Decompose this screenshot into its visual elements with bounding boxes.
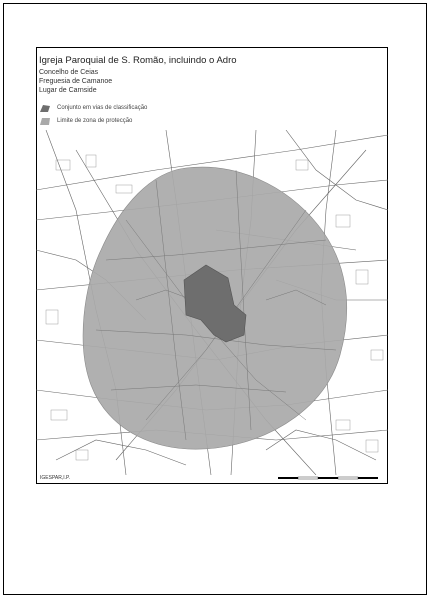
subtitle-freguesia: Freguesia de Camanoe: [39, 78, 113, 85]
map-canvas: [36, 130, 388, 475]
legend-label-classified: Conjunto em vias de classificação: [57, 105, 148, 111]
legend-item-classified: [39, 103, 147, 113]
classified-area-swatch-icon: [39, 104, 51, 113]
legend-label-protection: Limite de zona de protecção: [57, 118, 133, 124]
subtitle-lugar: Lugar de Carnside: [39, 87, 97, 94]
subtitle-concelho: Concelho de Ceias: [39, 69, 99, 76]
protection-zone-swatch-icon: [39, 117, 51, 126]
scale-bar: [278, 475, 378, 481]
legend-item-protection: [39, 116, 132, 126]
map-title: Igreja Paroquial de S. Romão, incluindo o Adro: [39, 55, 237, 66]
map-credit: IGESPAR,I.P.: [40, 475, 71, 481]
